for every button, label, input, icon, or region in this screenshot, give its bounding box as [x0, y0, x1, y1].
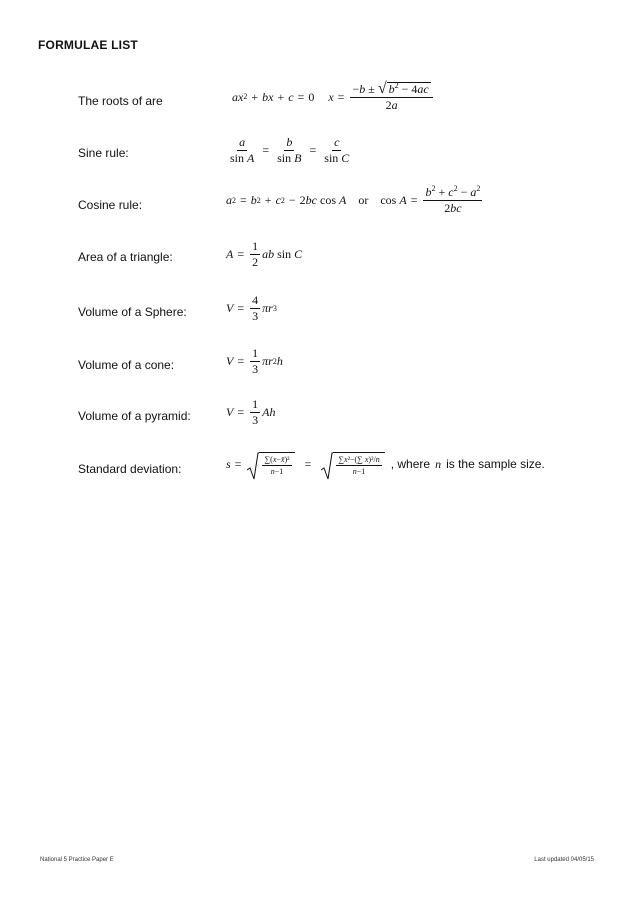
footer-left: National 5 Practice Paper E	[40, 857, 114, 863]
formula-quadratic: ax 2 + bx + c = 0 x = −b ± √ $b^2 - 4ac$ 2a	[232, 82, 435, 112]
formula-pyramid: V = $\frac{1}{3}$ Ah	[226, 397, 276, 427]
page-heading: FORMULAE LIST	[38, 38, 138, 52]
formula-area: A = $\frac{1}{2}$ ab sin C	[226, 239, 303, 269]
cosine-or: or	[358, 193, 369, 207]
label-roots: The roots of are	[78, 94, 163, 108]
label-cone: Volume of a cone:	[78, 358, 175, 372]
sd-note-var: n	[435, 456, 442, 471]
formula-cosine: a 2 = b 2 + c 2 − 2bc cos A or cos A = $\frac{b^2 + c^2 - a^2}{2bc}$	[226, 184, 481, 215]
formula-sphere: V = $\frac{4}{3}$ πr 3	[226, 293, 277, 323]
formula-sd: s = $\frac{\text{∑(x−x̄)²}}{n-1}$ = $\frac{\text{∑x²−(∑ x)²/n}}{n-1}$ , where n is the sample size.	[226, 452, 545, 476]
label-area: Area of a triangle:	[78, 250, 173, 264]
formula-cone: V = $\frac{1}{3}$ πr 2 h	[226, 346, 283, 376]
footer-right: Last updated 04/05/15	[534, 857, 594, 863]
sd-note-end: is the sample size.	[446, 457, 545, 471]
formula-sine: $\frac{a}{\text{sin A}}$ = $\frac{b}{\text{sin B}}$ = $\frac{c}{\text{sin C}}$	[230, 135, 350, 165]
label-cosine: Cosine rule:	[78, 198, 143, 212]
label-sine: Sine rule:	[78, 146, 129, 160]
label-pyramid: Volume of a pyramid:	[78, 409, 191, 423]
label-sphere: Volume of a Sphere:	[78, 305, 187, 319]
label-sd: Standard deviation:	[78, 462, 182, 476]
sd-note: , where	[390, 457, 431, 471]
